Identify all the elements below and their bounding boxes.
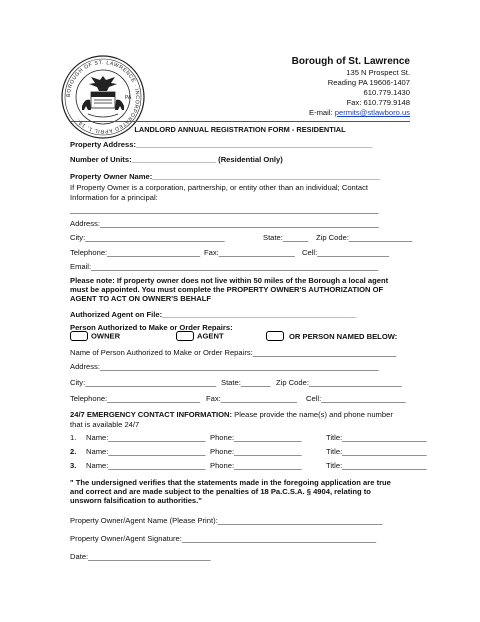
owner-name-field[interactable]: Property Owner Name:______________________________________________________ — [70, 172, 381, 181]
agent-checkbox[interactable] — [176, 331, 194, 341]
agent-note-line1: Please note: If property owner does not live within 50 miles of the Borough a local agent — [70, 276, 389, 285]
other-option — [266, 331, 397, 341]
state-field[interactable]: State:______ — [263, 233, 309, 242]
repair-telephone-field[interactable]: Telephone:______________________ — [70, 394, 201, 403]
repair-state-field[interactable]: State:_______ — [221, 378, 271, 387]
authorized-agent-field[interactable]: Authorized Agent on File:______________________________________________ — [70, 310, 357, 319]
contact-name-field[interactable]: Name:_______________________ — [86, 461, 206, 470]
repair-cell-field[interactable]: Cell:____________________ — [306, 394, 406, 403]
signer-name-field[interactable]: Property Owner/Agent Name (Please Print):_______________________________________ — [70, 516, 383, 525]
contact-name-field[interactable]: Name:_______________________ — [86, 447, 206, 456]
verification-line3: unsworn falsification to authorities." — [70, 496, 202, 505]
org-fax: Fax: 610.779.9148 — [346, 98, 410, 107]
agent-note-line2: must be appointed. You must complete the PROPERTY OWNER'S AUTHORIZATION OF — [70, 285, 384, 294]
principal-name-field[interactable]: _________________________________________________________________________ — [70, 205, 379, 214]
org-address-line2: Reading PA 19606-1407 — [327, 78, 410, 87]
property-address-field[interactable]: Property Address:________________________________________________________ — [70, 140, 373, 149]
org-phone: 610.779.1430 — [363, 88, 410, 97]
contact-row — [70, 433, 206, 442]
org-address-line1: 135 N Prospect St. — [346, 68, 410, 77]
contact-phone-field[interactable]: Phone:________________ — [210, 433, 302, 442]
contact-title-field[interactable]: Title:____________________ — [326, 461, 427, 470]
corp-note-line2: Information for a principal: — [70, 193, 158, 202]
signature-field[interactable]: Property Owner/Agent Signature:______________________________________________ — [70, 534, 377, 543]
contact-row — [70, 447, 206, 456]
date-field[interactable]: Date:_____________________________ — [70, 552, 211, 561]
emergency-heading-rest: Please provide the name(s) and phone number — [232, 410, 393, 419]
other-person-checkbox[interactable] — [266, 331, 284, 341]
header-block — [292, 56, 410, 118]
cell-field[interactable]: Cell:_________________ — [302, 248, 389, 257]
corp-note-line1: If Property Owner is a corporation, partnership, or entity other than an individual; Contact — [70, 183, 368, 192]
contact-number: 1. — [70, 433, 77, 442]
org-name: Borough of St. Lawrence — [291, 56, 410, 67]
email-link[interactable]: permits@stlawboro.us — [334, 108, 410, 117]
repair-fax-field[interactable]: Fax:__________________ — [206, 394, 297, 403]
contact-title-field[interactable]: Title:____________________ — [326, 447, 427, 456]
fax-field[interactable]: Fax:__________________ — [204, 248, 295, 257]
agent-option-label: AGENT — [197, 331, 224, 341]
owner-option-label: OWNER — [91, 331, 121, 341]
org-email — [292, 108, 410, 118]
repair-zip-field[interactable]: Zip Code:______________________ — [276, 378, 402, 387]
contact-number: 3. — [70, 461, 77, 470]
contact-number: 2. — [70, 447, 77, 456]
emergency-heading-line2: that is available 24/7 — [70, 420, 140, 429]
verification-line2: and correct and are made subject to the penalties of 18 Pa.C.S.A. § 4904, relating to — [70, 487, 371, 496]
contact-phone-field[interactable]: Phone:________________ — [210, 461, 302, 470]
repair-options — [70, 331, 120, 341]
header-divider — [70, 121, 410, 122]
contact-phone-field[interactable]: Phone:________________ — [210, 447, 302, 456]
contact-row — [70, 461, 206, 470]
telephone-field[interactable]: Telephone:______________________ — [70, 248, 201, 257]
person-authorized-label: Person Authorized to Make or Order Repairs: — [70, 323, 233, 332]
repair-name-field[interactable]: Name of Person Authorized to Make or Order Repairs:__________________________________ — [70, 348, 397, 357]
repair-address-field[interactable]: Address:__________________________________________________________________ — [70, 362, 379, 371]
email-label: E-mail: — [309, 108, 335, 117]
verification-line1: " The undersigned verifies that the statements made in the foregoing application are true — [70, 478, 391, 487]
number-units-field[interactable]: Number of Units:____________________ (Residential Only) — [70, 155, 283, 164]
contact-name-field[interactable]: Name:_______________________ — [86, 433, 206, 442]
agent-option — [176, 331, 224, 341]
seal-state: PA — [125, 95, 132, 101]
address-field[interactable]: Address:__________________________________________________________________ — [70, 219, 379, 228]
agent-note-line3: AGENT TO ACT ON OWNER'S BEHALF — [70, 294, 212, 303]
seal-ring-text: BOROUGH OF ST. LAWRENCE · INCORPORATED APRIL 1, 19.. — [65, 59, 141, 135]
contact-title-field[interactable]: Title:____________________ — [326, 433, 427, 442]
city-field[interactable]: City:_________________________________ — [70, 233, 225, 242]
emergency-heading-bold: 24/7 EMERGENCY CONTACT INFORMATION: — [70, 410, 233, 419]
emergency-heading — [70, 410, 393, 419]
zip-field[interactable]: Zip Code:_______________ — [316, 233, 413, 242]
other-option-label: OR PERSON NAMED BELOW: — [289, 331, 398, 341]
form-title: LANDLORD ANNUAL REGISTRATION FORM - RESIDENTIAL — [134, 125, 346, 134]
owner-checkbox[interactable] — [70, 331, 88, 341]
email-field[interactable]: Email:____________________________________________________________________ — [70, 262, 379, 271]
repair-city-field[interactable]: City:_______________________________ — [70, 378, 217, 387]
